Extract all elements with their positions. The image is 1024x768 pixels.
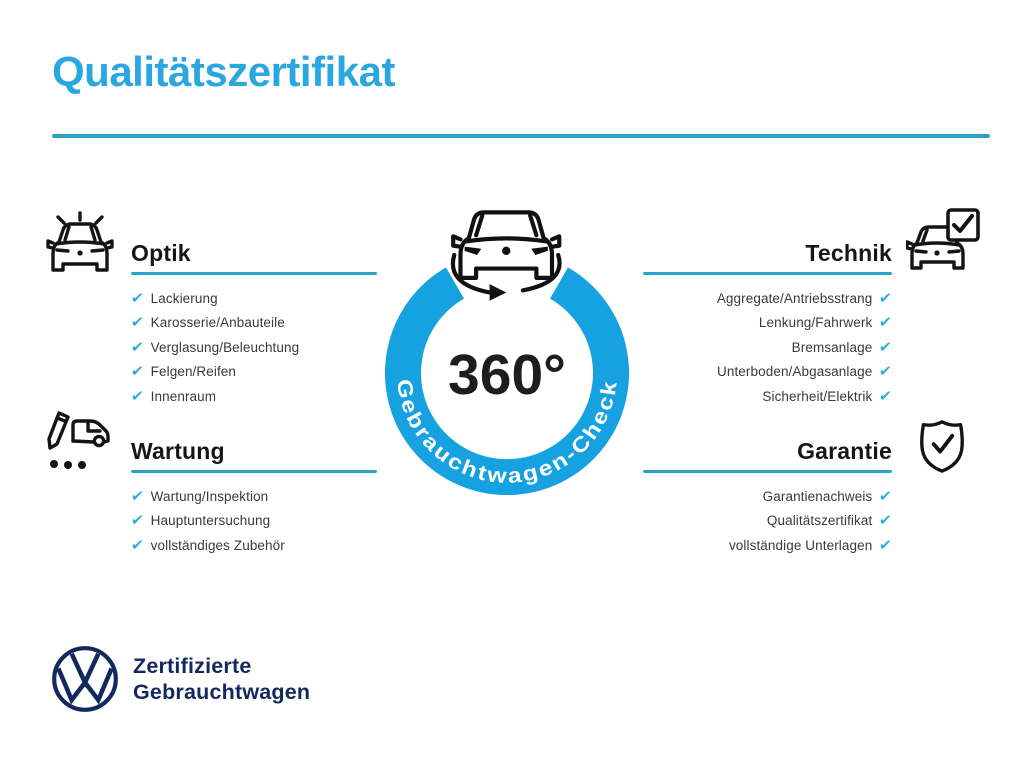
check-icon: ✔ (130, 362, 145, 381)
list-item (131, 533, 377, 558)
360-value: 360° (448, 343, 566, 407)
car-checkbox-icon (906, 206, 982, 276)
rotating-car-icon (453, 212, 560, 300)
title-divider (52, 134, 990, 138)
vw-logo-icon (50, 644, 120, 714)
optik-item-list (131, 286, 377, 409)
check-icon: ✔ (878, 535, 893, 554)
item-label: Qualitätszertifikat (766, 513, 873, 529)
360-check-badge (368, 183, 644, 505)
list-item (643, 484, 892, 509)
check-icon: ✔ (130, 486, 145, 505)
service-checklist-icon (42, 408, 114, 474)
list-item (131, 311, 377, 336)
section-divider (131, 272, 377, 275)
check-icon: ✔ (130, 511, 145, 530)
item-label: vollständiges Zubehör (150, 537, 285, 553)
check-icon: ✔ (878, 511, 893, 530)
list-item (643, 311, 892, 336)
list-item (643, 509, 892, 534)
section-divider (643, 272, 892, 275)
item-label: Karosserie/Anbauteile (150, 315, 285, 331)
section-wartung (130, 438, 377, 554)
shield-check-icon (916, 417, 968, 475)
wartung-item-list (131, 484, 377, 558)
section-technik (643, 240, 893, 405)
check-icon: ✔ (878, 337, 893, 356)
list-item (131, 360, 377, 385)
check-icon: ✔ (878, 362, 893, 381)
check-icon: ✔ (130, 313, 145, 332)
list-item (643, 335, 892, 360)
check-icon: ✔ (878, 313, 893, 332)
item-label: Unterboden/Abgasanlage (717, 364, 873, 380)
section-divider (643, 470, 892, 473)
page-title: Qualitätszertifikat (52, 48, 395, 95)
section-garantie (643, 438, 893, 554)
check-icon: ✔ (878, 386, 893, 405)
item-label: Innenraum (150, 388, 217, 404)
section-heading-optik: Optik (131, 240, 191, 266)
list-item (643, 286, 892, 311)
item-label: Verglasung/Beleuchtung (150, 339, 300, 355)
list-item (131, 335, 377, 360)
item-label: Aggregate/Antriebsstrang (716, 290, 873, 306)
list-item (131, 384, 377, 409)
brand-line-1: Zertifizierte (133, 654, 252, 678)
item-label: Garantienachweis (762, 488, 873, 504)
section-divider (131, 470, 377, 473)
garantie-item-list (643, 484, 892, 558)
item-label: vollständige Unterlagen (728, 537, 873, 553)
section-heading-technik: Technik (805, 240, 892, 266)
list-item (131, 509, 377, 534)
brand-line-2: Gebrauchtwagen (133, 680, 311, 704)
list-item (131, 484, 377, 509)
check-icon: ✔ (878, 288, 893, 307)
item-label: Felgen/Reifen (150, 364, 237, 380)
section-optik (130, 240, 377, 405)
item-label: Lenkung/Fahrwerk (758, 315, 873, 331)
list-item (643, 360, 892, 385)
check-icon: ✔ (130, 337, 145, 356)
check-icon: ✔ (878, 486, 893, 505)
check-icon: ✔ (130, 535, 145, 554)
item-label: Hauptuntersuchung (150, 513, 271, 529)
item-label: Bremsanlage (791, 339, 873, 355)
item-label: Wartung/Inspektion (150, 488, 269, 504)
item-label: Sicherheit/Elektrik (762, 388, 873, 404)
list-item (131, 286, 377, 311)
section-heading-garantie: Garantie (797, 438, 892, 464)
ring-label: Gebrauchtwagen-Check (391, 377, 622, 489)
list-item (643, 533, 892, 558)
item-label: Lackierung (150, 290, 218, 306)
technik-item-list (643, 286, 892, 409)
section-heading-wartung: Wartung (131, 438, 225, 464)
car-shine-icon (44, 206, 116, 276)
list-item (643, 384, 892, 409)
check-icon: ✔ (130, 386, 145, 405)
brand-claim (133, 653, 310, 705)
check-icon: ✔ (130, 288, 145, 307)
